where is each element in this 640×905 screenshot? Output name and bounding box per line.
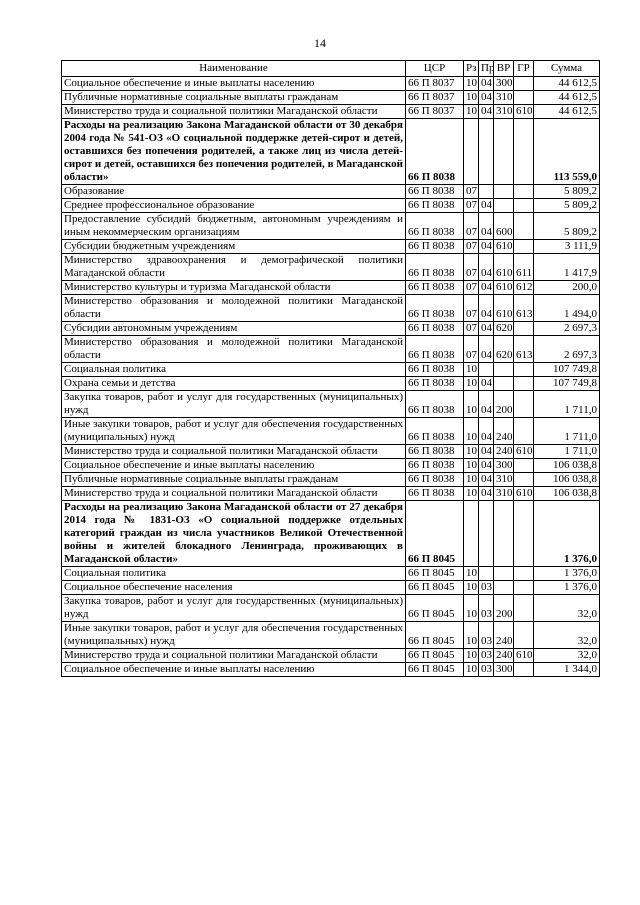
table-row: [62, 622, 600, 649]
cell-csr: 66 П 8045: [406, 581, 464, 595]
cell-sum: 32,0: [534, 622, 600, 649]
cell-vr: 310: [494, 473, 514, 487]
cell-name: Охрана семьи и детства: [62, 377, 406, 391]
cell-name: Закупка товаров, работ и услуг для государственных (муниципальных) нужд: [62, 595, 406, 622]
cell-name: Субсидии бюджетным учреждениям: [62, 240, 406, 254]
cell-pr: 04: [479, 418, 494, 445]
table-row: [62, 501, 600, 567]
cell-gr: [514, 581, 534, 595]
cell-sum: 5 809,2: [534, 185, 600, 199]
cell-name: Иные закупки товаров, работ и услуг для обеспечения государственных (муниципальных) нужд: [62, 622, 406, 649]
header-name: Наименование: [62, 61, 406, 77]
cell-pr: [479, 119, 494, 185]
cell-csr: 66 П 8045: [406, 663, 464, 677]
cell-rz: 07: [464, 336, 479, 363]
cell-name: Предоставление субсидий бюджетным, автономным учреждениям и иным некоммерческим организациям: [62, 213, 406, 240]
table-row: [62, 77, 600, 91]
cell-sum: 106 038,8: [534, 459, 600, 473]
cell-name: Публичные нормативные социальные выплаты гражданам: [62, 91, 406, 105]
cell-gr: [514, 473, 534, 487]
cell-vr: [494, 363, 514, 377]
cell-gr: [514, 391, 534, 418]
cell-vr: 310: [494, 91, 514, 105]
cell-gr: [514, 663, 534, 677]
cell-name: Публичные нормативные социальные выплаты гражданам: [62, 473, 406, 487]
cell-rz: 10: [464, 567, 479, 581]
table-row: [62, 649, 600, 663]
cell-gr: [514, 240, 534, 254]
cell-gr: [514, 377, 534, 391]
cell-pr: 04: [479, 254, 494, 281]
cell-pr: 04: [479, 281, 494, 295]
table-row: [62, 240, 600, 254]
cell-rz: 10: [464, 391, 479, 418]
cell-rz: 10: [464, 622, 479, 649]
cell-csr: 66 П 8038: [406, 281, 464, 295]
cell-gr: [514, 501, 534, 567]
cell-gr: 611: [514, 254, 534, 281]
cell-name: Социальное обеспечение и иные выплаты населению: [62, 77, 406, 91]
cell-vr: [494, 119, 514, 185]
cell-pr: 03: [479, 581, 494, 595]
cell-csr: 66 П 8045: [406, 501, 464, 567]
cell-pr: [479, 363, 494, 377]
cell-pr: 04: [479, 391, 494, 418]
cell-pr: 04: [479, 240, 494, 254]
table-row: [62, 581, 600, 595]
cell-pr: 04: [479, 473, 494, 487]
cell-csr: 66 П 8038: [406, 213, 464, 240]
cell-gr: [514, 622, 534, 649]
cell-rz: [464, 501, 479, 567]
cell-rz: 07: [464, 322, 479, 336]
cell-csr: 66 П 8038: [406, 418, 464, 445]
cell-csr: 66 П 8038: [406, 295, 464, 322]
cell-csr: 66 П 8038: [406, 199, 464, 213]
cell-sum: 32,0: [534, 595, 600, 622]
table-row: [62, 487, 600, 501]
cell-pr: 04: [479, 199, 494, 213]
cell-gr: [514, 185, 534, 199]
cell-gr: [514, 322, 534, 336]
cell-csr: 66 П 8038: [406, 254, 464, 281]
cell-vr: 620: [494, 322, 514, 336]
cell-csr: 66 П 8037: [406, 77, 464, 91]
cell-pr: 03: [479, 649, 494, 663]
cell-pr: 04: [479, 77, 494, 91]
cell-vr: 240: [494, 622, 514, 649]
cell-csr: 66 П 8037: [406, 105, 464, 119]
cell-rz: 07: [464, 213, 479, 240]
cell-vr: 200: [494, 595, 514, 622]
cell-pr: 04: [479, 459, 494, 473]
cell-csr: 66 П 8045: [406, 649, 464, 663]
cell-sum: 3 111,9: [534, 240, 600, 254]
cell-name: Министерство образования и молодежной политики Магаданской области: [62, 295, 406, 322]
cell-gr: 612: [514, 281, 534, 295]
cell-csr: 66 П 8037: [406, 91, 464, 105]
cell-pr: 04: [479, 91, 494, 105]
cell-csr: 66 П 8038: [406, 391, 464, 418]
cell-rz: 10: [464, 91, 479, 105]
cell-csr: 66 П 8038: [406, 487, 464, 501]
budget-table: [61, 60, 600, 677]
cell-rz: 10: [464, 77, 479, 91]
cell-csr: 66 П 8038: [406, 336, 464, 363]
cell-pr: 04: [479, 105, 494, 119]
page-number: 14: [314, 36, 326, 50]
cell-sum: 5 809,2: [534, 213, 600, 240]
cell-csr: 66 П 8038: [406, 473, 464, 487]
cell-csr: 66 П 8045: [406, 567, 464, 581]
cell-csr: 66 П 8045: [406, 595, 464, 622]
cell-sum: 44 612,5: [534, 91, 600, 105]
cell-rz: 07: [464, 281, 479, 295]
cell-sum: 1 494,0: [534, 295, 600, 322]
table-row: [62, 567, 600, 581]
cell-name: Министерство здравоохранения и демографической политики Магаданской области: [62, 254, 406, 281]
cell-rz: 10: [464, 487, 479, 501]
cell-rz: 10: [464, 377, 479, 391]
table-row: [62, 281, 600, 295]
cell-vr: 610: [494, 254, 514, 281]
cell-pr: 04: [479, 295, 494, 322]
cell-name: Образование: [62, 185, 406, 199]
table-row: [62, 445, 600, 459]
cell-csr: 66 П 8038: [406, 185, 464, 199]
table-row: [62, 254, 600, 281]
cell-gr: [514, 119, 534, 185]
table-row: [62, 595, 600, 622]
cell-vr: 240: [494, 418, 514, 445]
cell-sum: 106 038,8: [534, 473, 600, 487]
table-row: [62, 418, 600, 445]
cell-vr: 610: [494, 295, 514, 322]
cell-name: Социальная политика: [62, 567, 406, 581]
cell-rz: 07: [464, 254, 479, 281]
cell-gr: 610: [514, 105, 534, 119]
cell-rz: 10: [464, 105, 479, 119]
cell-pr: [479, 567, 494, 581]
cell-sum: 1 417,9: [534, 254, 600, 281]
cell-sum: 1 376,0: [534, 567, 600, 581]
cell-csr: 66 П 8038: [406, 322, 464, 336]
cell-vr: 310: [494, 105, 514, 119]
header-csr: ЦСР: [406, 61, 464, 77]
cell-csr: 66 П 8038: [406, 445, 464, 459]
cell-pr: 04: [479, 377, 494, 391]
cell-name: Расходы на реализацию Закона Магаданской области от 27 декабря 2014 года № 1831-ОЗ «О социальной поддержке отдельных категорий граждан из числа участников Великой Отечественной войны и жителей блокадного Ленинграда, проживающих в Магаданской области»: [62, 501, 406, 567]
cell-rz: 10: [464, 649, 479, 663]
cell-name: Министерство труда и социальной политики Магаданской области: [62, 105, 406, 119]
cell-gr: [514, 213, 534, 240]
cell-rz: 10: [464, 473, 479, 487]
cell-name: Закупка товаров, работ и услуг для государственных (муниципальных) нужд: [62, 391, 406, 418]
cell-rz: 07: [464, 185, 479, 199]
cell-sum: 2 697,3: [534, 336, 600, 363]
cell-sum: 44 612,5: [534, 105, 600, 119]
cell-gr: [514, 199, 534, 213]
cell-vr: [494, 581, 514, 595]
cell-gr: 613: [514, 295, 534, 322]
cell-gr: [514, 595, 534, 622]
cell-vr: [494, 501, 514, 567]
cell-vr: 240: [494, 445, 514, 459]
cell-csr: 66 П 8038: [406, 377, 464, 391]
cell-vr: 600: [494, 213, 514, 240]
cell-rz: 10: [464, 581, 479, 595]
cell-rz: 10: [464, 595, 479, 622]
cell-vr: 620: [494, 336, 514, 363]
cell-pr: 04: [479, 322, 494, 336]
cell-name: Расходы на реализацию Закона Магаданской области от 30 декабря 2004 года № 541-ОЗ «О социальной поддержке детей-сирот и детей, оставшихся без попечения родителей, а также лиц из числа детей-сирот и детей, оставшихся без попечения родителей, в Магаданской области»: [62, 119, 406, 185]
cell-rz: 10: [464, 445, 479, 459]
cell-sum: 106 038,8: [534, 487, 600, 501]
cell-pr: [479, 501, 494, 567]
cell-sum: 5 809,2: [534, 199, 600, 213]
header-gr: ГР: [514, 61, 534, 77]
cell-name: Социальное обеспечение и иные выплаты населению: [62, 663, 406, 677]
table-row: [62, 473, 600, 487]
cell-vr: 610: [494, 240, 514, 254]
cell-vr: 300: [494, 663, 514, 677]
cell-gr: [514, 459, 534, 473]
cell-sum: 107 749,8: [534, 363, 600, 377]
cell-vr: 610: [494, 281, 514, 295]
cell-pr: 04: [479, 487, 494, 501]
cell-name: Министерство труда и социальной политики Магаданской области: [62, 487, 406, 501]
cell-gr: [514, 77, 534, 91]
cell-gr: 610: [514, 445, 534, 459]
cell-vr: 300: [494, 77, 514, 91]
table-row: [62, 295, 600, 322]
header-rz: Рз: [464, 61, 479, 77]
cell-rz: 07: [464, 295, 479, 322]
cell-gr: [514, 91, 534, 105]
cell-rz: 10: [464, 418, 479, 445]
cell-name: Социальное обеспечение населения: [62, 581, 406, 595]
cell-name: Социальное обеспечение и иные выплаты населению: [62, 459, 406, 473]
cell-sum: 32,0: [534, 649, 600, 663]
cell-pr: 03: [479, 622, 494, 649]
cell-name: Среднее профессиональное образование: [62, 199, 406, 213]
table-row: [62, 199, 600, 213]
cell-vr: 240: [494, 649, 514, 663]
cell-rz: 10: [464, 363, 479, 377]
table-row: [62, 377, 600, 391]
table-row: [62, 322, 600, 336]
cell-name: Министерство культуры и туризма Магаданской области: [62, 281, 406, 295]
cell-pr: 04: [479, 336, 494, 363]
cell-pr: [479, 185, 494, 199]
cell-sum: 1 376,0: [534, 581, 600, 595]
cell-gr: 610: [514, 649, 534, 663]
cell-csr: 66 П 8038: [406, 240, 464, 254]
table-row: [62, 363, 600, 377]
table-row: [62, 91, 600, 105]
cell-csr: 66 П 8045: [406, 622, 464, 649]
cell-gr: 613: [514, 336, 534, 363]
table-row: [62, 391, 600, 418]
cell-sum: 1 344,0: [534, 663, 600, 677]
cell-vr: [494, 185, 514, 199]
cell-csr: 66 П 8038: [406, 459, 464, 473]
cell-sum: 200,0: [534, 281, 600, 295]
cell-rz: 07: [464, 240, 479, 254]
header-pr: Пр: [479, 61, 494, 77]
cell-rz: 10: [464, 663, 479, 677]
cell-sum: 113 559,0: [534, 119, 600, 185]
table-row: [62, 336, 600, 363]
cell-name: Министерство труда и социальной политики Магаданской области: [62, 649, 406, 663]
table-row: [62, 663, 600, 677]
cell-gr: [514, 567, 534, 581]
cell-vr: [494, 567, 514, 581]
cell-sum: 2 697,3: [534, 322, 600, 336]
table-row: [62, 105, 600, 119]
cell-vr: 310: [494, 487, 514, 501]
cell-gr: [514, 418, 534, 445]
cell-vr: [494, 199, 514, 213]
cell-sum: 1 711,0: [534, 391, 600, 418]
cell-pr: 04: [479, 213, 494, 240]
cell-sum: 1 376,0: [534, 501, 600, 567]
cell-sum: 1 711,0: [534, 445, 600, 459]
cell-sum: 1 711,0: [534, 418, 600, 445]
table-row: [62, 213, 600, 240]
cell-vr: 300: [494, 459, 514, 473]
cell-pr: 03: [479, 663, 494, 677]
cell-csr: 66 П 8038: [406, 119, 464, 185]
cell-pr: 04: [479, 445, 494, 459]
cell-rz: 07: [464, 199, 479, 213]
cell-name: Субсидии автономным учреждениям: [62, 322, 406, 336]
header-vr: ВР: [494, 61, 514, 77]
header-sum: Сумма: [534, 61, 600, 77]
cell-rz: [464, 119, 479, 185]
cell-gr: [514, 363, 534, 377]
cell-name: Министерство труда и социальной политики Магаданской области: [62, 445, 406, 459]
cell-sum: 107 749,8: [534, 377, 600, 391]
cell-sum: 44 612,5: [534, 77, 600, 91]
cell-vr: [494, 377, 514, 391]
table-row: [62, 119, 600, 185]
cell-name: Министерство образования и молодежной политики Магаданской области: [62, 336, 406, 363]
table-row: [62, 459, 600, 473]
cell-vr: 200: [494, 391, 514, 418]
table-row: [62, 185, 600, 199]
cell-name: Социальная политика: [62, 363, 406, 377]
cell-csr: 66 П 8038: [406, 363, 464, 377]
table-header-row: [62, 61, 600, 77]
cell-gr: 610: [514, 487, 534, 501]
cell-rz: 10: [464, 459, 479, 473]
cell-pr: 03: [479, 595, 494, 622]
cell-name: Иные закупки товаров, работ и услуг для обеспечения государственных (муниципальных) нужд: [62, 418, 406, 445]
